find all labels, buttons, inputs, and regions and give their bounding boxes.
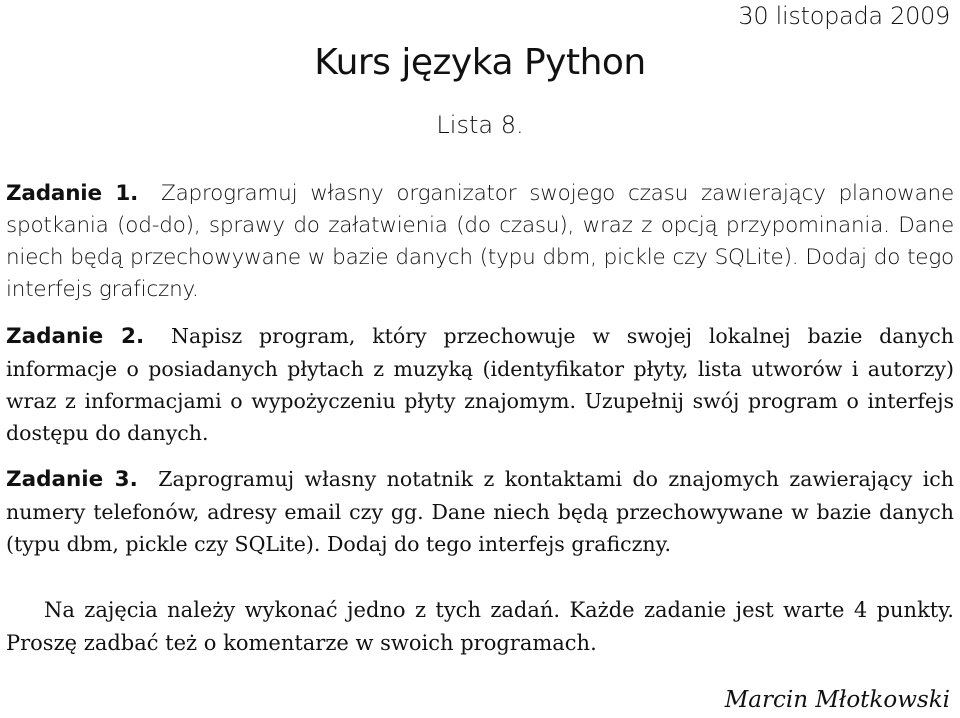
instructions-note: Na zajęcia należy wykonać jedno z tych zadań. Każde zadanie jest warte 4 punkty. Proszę zadbać też o komentarze w swoich programach. xyxy=(6,598,954,655)
task-1-label: Zadanie 1. xyxy=(6,181,139,206)
task-2-text: Napisz program, który przechowuje w swojej lokalnej bazie danych informacje o posiadanych płytach z muzyką (identyfikator płyty, lista utworów i autorzy) wraz z informacjami o wypożyczeniu płyty znajomym. Uzupełnij swój program o interfejs dostępu do danych. xyxy=(6,324,954,445)
page-title-text: Kurs języka Python xyxy=(314,42,646,83)
task-3 xyxy=(6,463,954,560)
task-list xyxy=(6,178,954,574)
task-3-label: Zadanie 3. xyxy=(6,467,138,492)
list-number: Lista 8. xyxy=(436,111,524,139)
task-1 xyxy=(6,178,954,306)
task-3-text: Zaprogramuj własny notatnik z kontaktami do znajomych zawierający ich numery telefonów, adresy email czy gg. Dane niech będą przechowywane w bazie danych (typu dbm, pickle czy SQLite). Dodaj do tego interfejs graficzny. xyxy=(6,467,954,556)
task-1-text: Zaprogramuj własny organizator swojego czasu zawierający planowane spotkania (od-do), sprawy do załatwienia (do czasu), wraz z opcją przypominania. Dane niech będą przechowywane w bazie danych (typu dbm, pickle czy SQLite). Dodaj do tego interfejs graficzny. xyxy=(6,181,955,302)
task-2-label: Zadanie 2. xyxy=(6,324,145,349)
page-title xyxy=(0,40,960,86)
task-2 xyxy=(6,320,954,449)
date: 30 listopada 2009 xyxy=(738,2,950,30)
author-signature: Marcin Młotkowski xyxy=(724,687,950,713)
